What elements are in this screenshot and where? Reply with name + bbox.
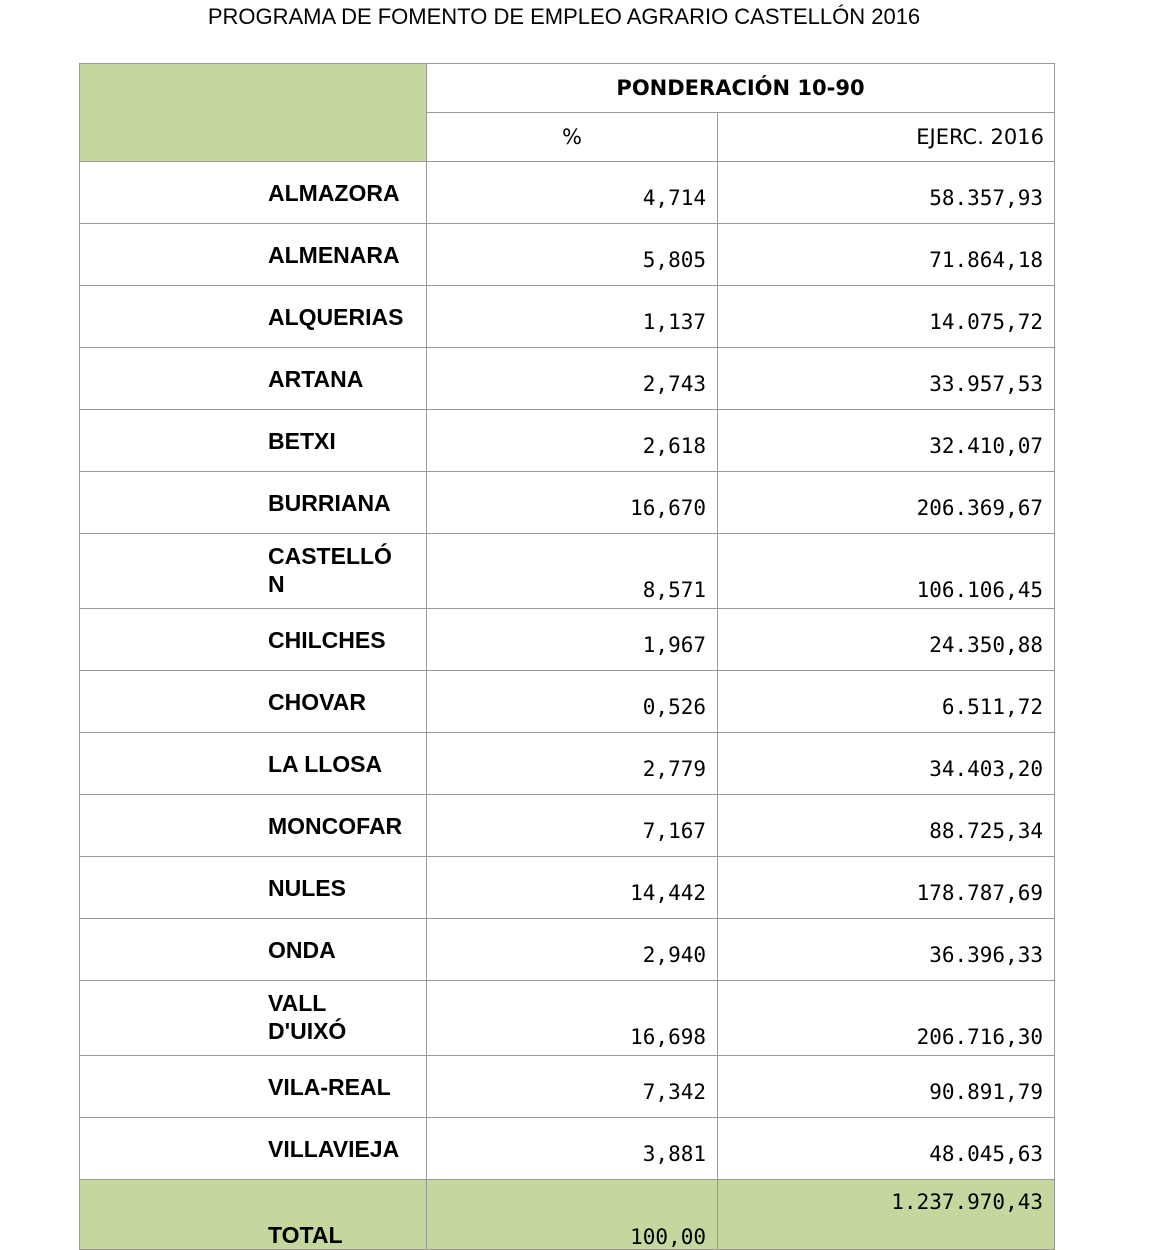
municipality-name: LA LLOSA <box>80 733 427 795</box>
table-row <box>80 348 1055 410</box>
total-label: TOTAL <box>80 1180 427 1250</box>
municipality-name: CHOVAR <box>80 671 427 733</box>
amount-value: 32.410,07 <box>718 410 1055 472</box>
percent-value: 7,167 <box>427 795 718 857</box>
municipality-name: BURRIANA <box>80 472 427 534</box>
header-ponderacion: PONDERACIÓN 10-90 <box>427 64 1055 113</box>
table-row <box>80 609 1055 671</box>
amount-value: 58.357,93 <box>718 162 1055 224</box>
amount-value: 90.891,79 <box>718 1056 1055 1118</box>
table-row <box>80 224 1055 286</box>
percent-value: 16,670 <box>427 472 718 534</box>
percent-value: 0,526 <box>427 671 718 733</box>
amount-value: 48.045,63 <box>718 1118 1055 1180</box>
total-row <box>80 1180 1055 1250</box>
percent-value: 1,967 <box>427 609 718 671</box>
table-row <box>80 795 1055 857</box>
percent-value: 2,940 <box>427 919 718 981</box>
percent-value: 8,571 <box>427 534 718 609</box>
municipality-name: ONDA <box>80 919 427 981</box>
table-row <box>80 857 1055 919</box>
municipality-name: CASTELLÓN <box>80 534 427 609</box>
table-row <box>80 733 1055 795</box>
municipality-name: VILLAVIEJA <box>80 1118 427 1180</box>
document-title: PROGRAMA DE FOMENTO DE EMPLEO AGRARIO CASTELLÓN 2016 <box>207 4 921 29</box>
table-row <box>80 919 1055 981</box>
amount-value: 36.396,33 <box>718 919 1055 981</box>
table-row <box>80 162 1055 224</box>
table-row <box>80 671 1055 733</box>
municipality-name: BETXI <box>80 410 427 472</box>
percent-value: 3,881 <box>427 1118 718 1180</box>
table-row <box>80 981 1055 1056</box>
table-row <box>80 1118 1055 1180</box>
amount-value: 6.511,72 <box>718 671 1055 733</box>
municipality-name: VILA-REAL <box>80 1056 427 1118</box>
header-blank-cell <box>80 64 427 162</box>
municipality-name: VALL D'UIXÓ <box>80 981 427 1056</box>
amount-value: 33.957,53 <box>718 348 1055 410</box>
percent-value: 4,714 <box>427 162 718 224</box>
amount-value: 106.106,45 <box>718 534 1055 609</box>
amount-value: 178.787,69 <box>718 857 1055 919</box>
percent-value: 5,805 <box>427 224 718 286</box>
municipality-name: NULES <box>80 857 427 919</box>
header-row-group <box>80 64 1055 113</box>
percent-value: 14,442 <box>427 857 718 919</box>
percent-value: 1,137 <box>427 286 718 348</box>
amount-value: 24.350,88 <box>718 609 1055 671</box>
total-amount: 1.237.970,43 <box>718 1180 1055 1250</box>
table-row <box>80 410 1055 472</box>
percent-value: 2,618 <box>427 410 718 472</box>
municipality-name: ALQUERIAS <box>80 286 427 348</box>
percent-value: 2,743 <box>427 348 718 410</box>
amount-value: 206.716,30 <box>718 981 1055 1056</box>
percent-value: 16,698 <box>427 981 718 1056</box>
municipality-name: CHILCHES <box>80 609 427 671</box>
amount-value: 206.369,67 <box>718 472 1055 534</box>
header-percent: % <box>427 113 718 162</box>
municipality-name: MONCOFAR <box>80 795 427 857</box>
amount-value: 71.864,18 <box>718 224 1055 286</box>
percent-value: 2,779 <box>427 733 718 795</box>
table-row <box>80 286 1055 348</box>
table-row <box>80 472 1055 534</box>
total-percent: 100,00 <box>427 1180 718 1250</box>
table-row <box>80 1056 1055 1118</box>
distribution-table <box>79 63 1055 1250</box>
header-ejercicio: EJERC. 2016 <box>718 113 1055 162</box>
municipality-name: ARTANA <box>80 348 427 410</box>
amount-value: 34.403,20 <box>718 733 1055 795</box>
amount-value: 88.725,34 <box>718 795 1055 857</box>
municipality-name: ALMAZORA <box>80 162 427 224</box>
amount-value: 14.075,72 <box>718 286 1055 348</box>
percent-value: 7,342 <box>427 1056 718 1118</box>
municipality-name: ALMENARA <box>80 224 427 286</box>
table-row <box>80 534 1055 609</box>
